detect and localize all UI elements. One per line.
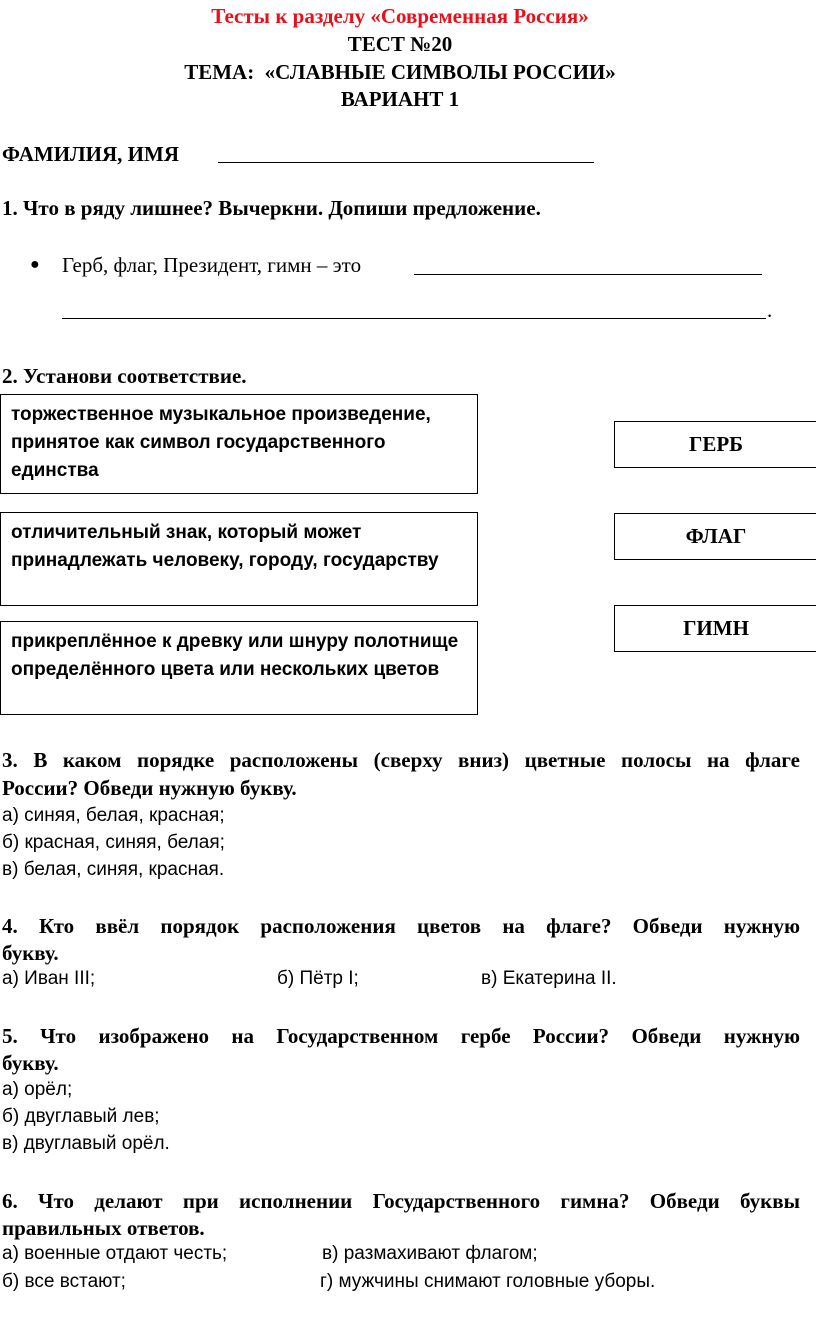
q5-option-b[interactable]: б) двуглавый лев; bbox=[2, 1106, 160, 1127]
term-box-anthem[interactable] bbox=[614, 605, 816, 652]
q6-option-g[interactable]: г) мужчины снимают головные уборы. bbox=[320, 1271, 656, 1292]
q6-option-v[interactable]: в) размахивают флагом; bbox=[322, 1243, 538, 1264]
term-label: ФЛАГ bbox=[685, 524, 747, 548]
question-6-line-2: правильных ответов. bbox=[2, 1216, 205, 1240]
question-2: 2. Установи соответствие. bbox=[2, 364, 247, 388]
question-4-line-2: букву. bbox=[2, 941, 59, 965]
q6-option-b[interactable]: б) все встают; bbox=[2, 1271, 126, 1292]
term-box-flag[interactable] bbox=[614, 513, 816, 560]
variant-label: ВАРИАНТ 1 bbox=[340, 87, 460, 111]
term-box-gerb[interactable] bbox=[614, 421, 816, 468]
question-5-line-1: 5. Что изображено на Государственном гербе России? Обведи нужную bbox=[2, 1024, 800, 1048]
q1-period: . bbox=[767, 298, 773, 322]
q4-option-b[interactable]: б) Пётр I; bbox=[277, 968, 359, 989]
question-3-line-2: России? Обведи нужную букву. bbox=[2, 776, 297, 800]
question-1: 1. Что в ряду лишнее? Вычеркни. Допиши предложение. bbox=[2, 196, 541, 220]
q6-option-a[interactable]: а) военные отдают честь; bbox=[2, 1243, 228, 1264]
definition-text: отличительный знак, который может принадлежать человеку, городу, государству bbox=[11, 522, 439, 571]
section-title: Тесты к разделу «Современная Россия» bbox=[211, 4, 589, 28]
definition-box-coat-of-arms[interactable] bbox=[0, 512, 478, 606]
topic-title: ТЕМА: «СЛАВНЫЕ СИМВОЛЫ РОССИИ» bbox=[184, 60, 616, 84]
term-label: ГЕРБ bbox=[688, 432, 744, 456]
q5-option-a[interactable]: а) орёл; bbox=[2, 1079, 73, 1100]
question-4-line-1: 4. Кто ввёл порядок расположения цветов на флаге? Обведи нужную bbox=[2, 914, 800, 938]
q1-bullet-text: Герб, флаг, Президент, гимн – это bbox=[62, 253, 362, 277]
term-label: ГИМН bbox=[683, 616, 749, 640]
q4-option-c[interactable]: в) Екатерина II. bbox=[481, 968, 617, 989]
q3-option-a[interactable]: а) синяя, белая, красная; bbox=[2, 805, 225, 826]
q1-answer-line-2[interactable] bbox=[62, 318, 766, 319]
q4-option-a[interactable]: а) Иван III; bbox=[2, 968, 96, 989]
definition-text: прикреплённое к древку или шнуру полотнище определённого цвета или нескольких цветов bbox=[11, 631, 459, 680]
q3-option-b[interactable]: б) красная, синяя, белая; bbox=[2, 832, 225, 853]
definition-box-flag[interactable] bbox=[0, 621, 478, 715]
question-5-line-2: букву. bbox=[2, 1051, 59, 1075]
test-number: ТЕСТ №20 bbox=[347, 32, 453, 56]
student-name-line[interactable] bbox=[218, 162, 594, 163]
question-3-line-1: 3. В каком порядке расположены (сверху вниз) цветные полосы на флаге bbox=[2, 748, 800, 772]
q5-option-c[interactable]: в) двуглавый орёл. bbox=[2, 1133, 170, 1154]
definition-text: торжественное музыкальное произведение, принятое как символ государственного единства bbox=[11, 404, 431, 481]
bullet-dot: ● bbox=[30, 256, 40, 273]
definition-box-anthem[interactable] bbox=[0, 394, 478, 494]
q1-answer-line-1[interactable] bbox=[414, 274, 762, 275]
question-6-line-1: 6. Что делают при исполнении Государственного гимна? Обведи буквы bbox=[2, 1189, 800, 1213]
student-name-label: ФАМИЛИЯ, ИМЯ bbox=[2, 142, 180, 166]
q3-option-c[interactable]: в) белая, синяя, красная. bbox=[2, 859, 225, 880]
